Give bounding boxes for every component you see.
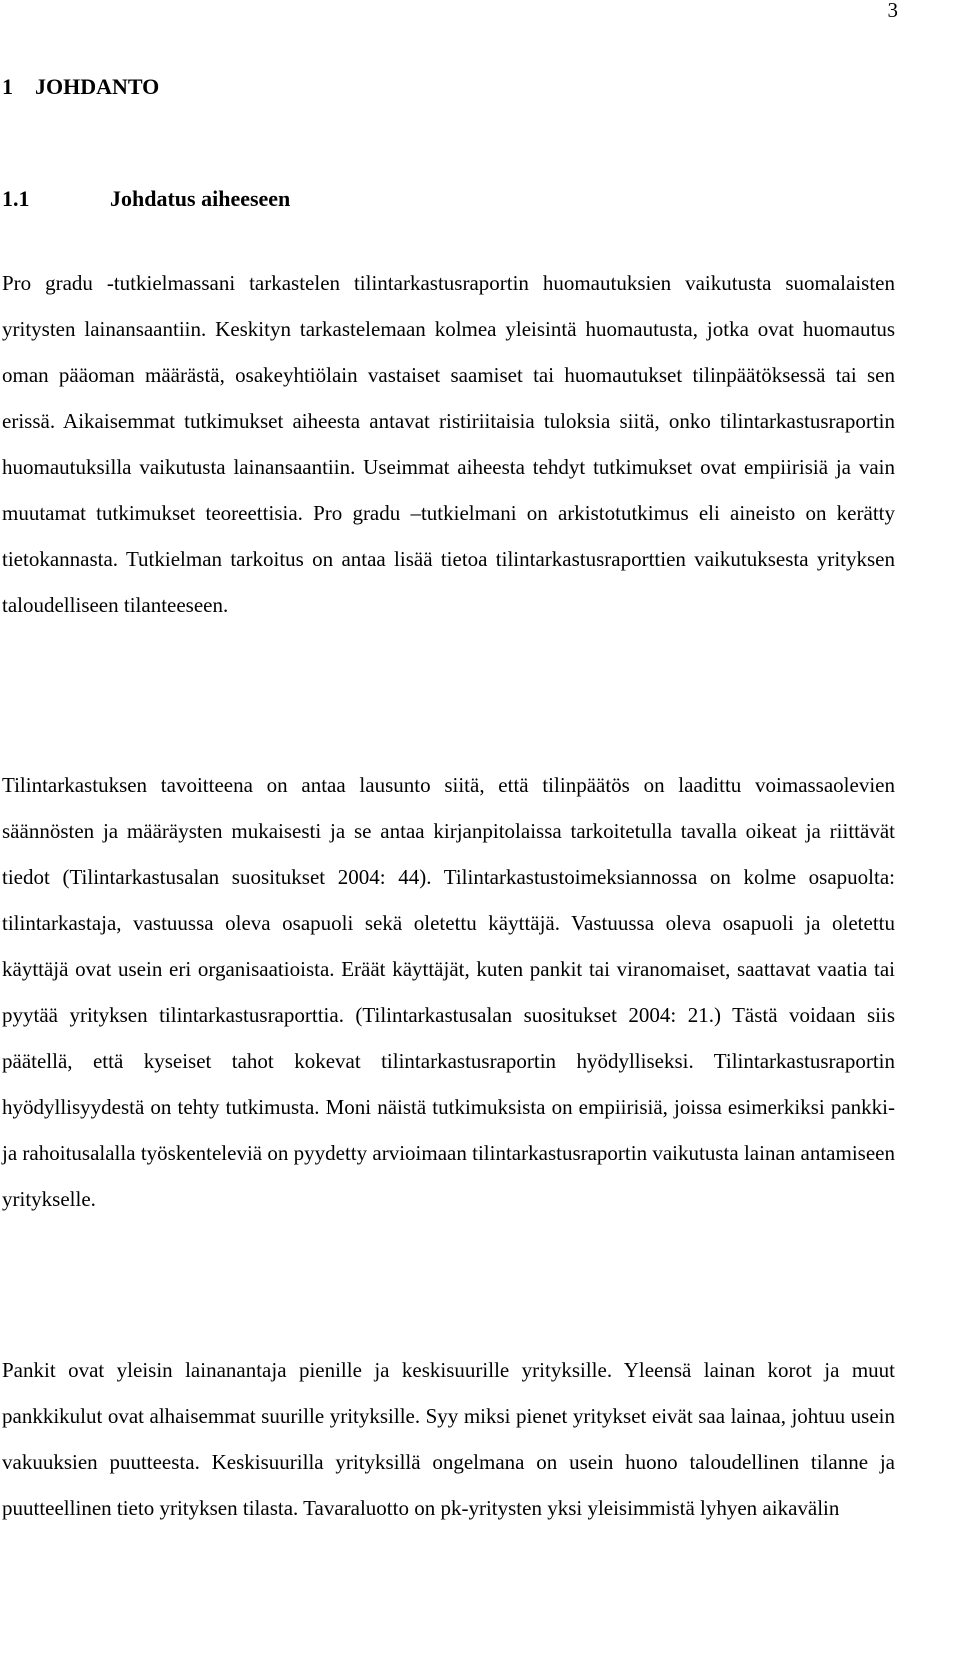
page-number: 3	[887, 0, 898, 22]
body-paragraph: Pro gradu -tutkielmassani tarkastelen tilintarkastusraportin huomautuksien vaikutusta suomalaisten yritysten lainansaantiin. Keskityn tarkastelemaan kolmea yleisintä huomautusta, jotka ovat huomautus oman pääoman määrästä, osakeyhtiölain vastaiset saamiset tai huomautukset tilinpäätöksessä tai sen erissä. Aikaisemmat tutkimukset aiheesta antavat ristiriitaisia tuloksia siitä, onko tilintarkastusraportin huomautuksilla vaikutusta lainansaantiin. Useimmat aiheesta tehdyt tutkimukset ovat empiirisiä ja vain muutamat tutkimukset teoreettisia. Pro gradu –tutkielmani on arkistotutkimus eli aineisto on kerätty tietokannasta. Tutkielman tarkoitus on antaa lisää tietoa tilintarkastusraporttien vaikutuksesta yrityksen taloudelliseen tilanteeseen.	[2, 271, 895, 617]
section-number: 1.1	[2, 186, 30, 211]
section-heading	[2, 184, 290, 214]
body-paragraph: Pankit ovat yleisin lainanantaja pienille ja keskisuurille yrityksille. Yleensä lainan korot ja muut pankkikulut ovat alhaisemmat suurille yrityksille. Syy miksi pienet yritykset eivät saa lainaa, johtuu usein vakuuksien puutteesta. Keskisuurilla yrityksillä ongelmana on usein huono taloudellinen tilanne ja puutteellinen tieto yrityksen tilasta. Tavaraluotto on pk-yritysten yksi yleisimmistä lyhyen aikavälin	[2, 1358, 895, 1520]
chapter-title: JOHDANTO	[35, 74, 160, 99]
section-title: Johdatus aiheeseen	[110, 186, 291, 211]
chapter-number: 1	[2, 74, 13, 99]
chapter-heading	[2, 72, 159, 102]
body-paragraph: Tilintarkastuksen tavoitteena on antaa lausunto siitä, että tilinpäätös on laadittu voimassaolevien säännösten ja määräysten mukaisesti ja se antaa kirjanpitolaissa tarkoitetulla tavalla oikeat ja riittävät tiedot (Tilintarkastusalan suositukset 2004: 44). Tilintarkastustoimeksiannossa on kolme osapuolta: tilintarkastaja, vastuussa oleva osapuoli sekä oletettu käyttäjä. Vastuussa oleva osapuoli ja oletettu käyttäjä ovat usein eri organisaatioista. Eräät käyttäjät, kuten pankit tai viranomaiset, saattavat vaatia tai pyytää yrityksen tilintarkastusraporttia. (Tilintarkastusalan suositukset 2004: 21.) Tästä voidaan siis päätellä, että kyseiset tahot kokevat tilintarkastusraportin hyödylliseksi. Tilintarkastusraportin hyödyllisyydestä on tehty tutkimusta. Moni näistä tutkimuksista on empiirisiä, joissa esimerkiksi pankki- ja rahoitusalalla työskenteleviä on pyydetty arvioimaan tilintarkastusraportin vaikutusta lainan antamiseen yritykselle.	[2, 773, 895, 1211]
